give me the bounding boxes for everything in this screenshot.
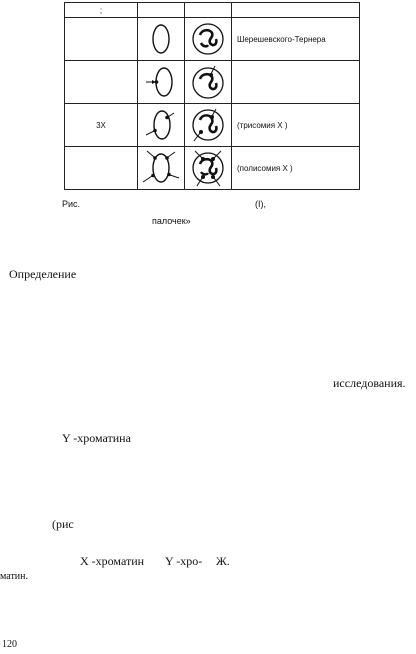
figure-caption-reference: (I), xyxy=(255,199,266,209)
karyotype-figure-table xyxy=(64,2,360,190)
text-fragment-research: исследования. xyxy=(333,376,406,390)
neutrophil-multiple-drumsticks-icon xyxy=(187,148,229,188)
nucleus-two-barr-bodies-icon xyxy=(144,107,178,143)
row-label: 3X xyxy=(65,104,138,147)
header-cell-neutrophil xyxy=(185,3,232,18)
page-number: 120 xyxy=(2,639,17,650)
header-mark: ; xyxy=(99,5,103,15)
neutrophil-drumstick-icon xyxy=(188,63,228,101)
row-label xyxy=(65,61,138,104)
row-description: (трисомия X ) xyxy=(232,104,360,147)
text-fragment-matin: матин. xyxy=(0,571,29,582)
figure-row xyxy=(65,61,360,104)
figure-row xyxy=(65,147,360,190)
figure-row xyxy=(65,18,360,61)
figure-row xyxy=(65,104,360,147)
text-fragment-definition: Определение xyxy=(9,267,77,281)
header-cell-description xyxy=(232,3,360,18)
text-fragment-y-chro: Y -хро- xyxy=(165,554,203,568)
figure-caption-label: Рис. xyxy=(62,199,81,209)
row-label xyxy=(65,147,138,190)
text-fragment-y-chromatin: Y -хроматина xyxy=(62,431,131,445)
nucleus-icon xyxy=(150,22,172,56)
text-fragment-ris: (рис xyxy=(52,517,74,531)
row-description: Шерешевского-Тернера xyxy=(232,18,360,61)
text-fragment-x-chromatin: X -хроматин xyxy=(80,554,145,568)
figure-caption-continuation: палочек» xyxy=(152,216,191,226)
nucleus-multiple-barr-bodies-icon xyxy=(141,148,181,188)
row-description xyxy=(232,61,360,104)
header-cell xyxy=(65,3,138,18)
neutrophil-icon xyxy=(190,21,226,57)
row-label xyxy=(65,18,138,61)
header-cell-nucleus xyxy=(138,3,185,18)
neutrophil-two-drumsticks-icon xyxy=(188,105,228,145)
text-fragment-zh: Ж. xyxy=(216,554,230,568)
nucleus-with-barr-body-icon xyxy=(144,65,178,99)
row-description: (полисомия X ) xyxy=(232,147,360,190)
